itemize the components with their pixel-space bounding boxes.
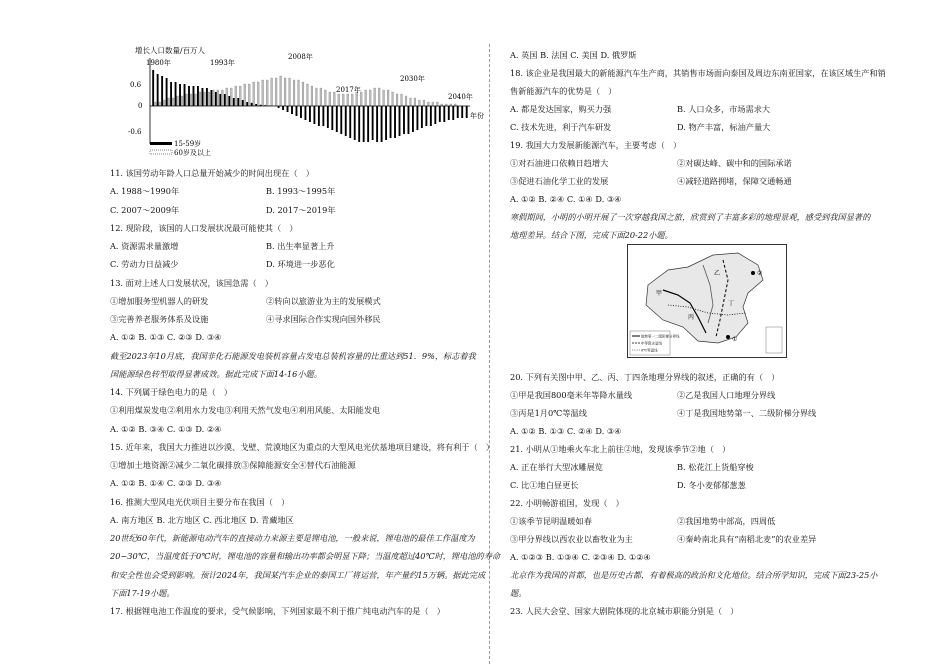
text-line: 20~30℃，当温度低于0℃时，锂电池的容量和输出功率都会明显下降；当温度超过40℃时，锂电池的寿命 xyxy=(110,551,501,562)
bar-15-59 xyxy=(224,94,226,106)
bar-15-59 xyxy=(282,106,284,110)
x-tick-label: 2008年 xyxy=(288,53,313,61)
bar-15-59 xyxy=(340,106,342,134)
text-line: A. ①②③ B. ①③④ C. ②③④ D. ①②④ xyxy=(510,552,651,562)
bar-60-plus xyxy=(275,78,277,106)
population-change-chart xyxy=(110,44,495,164)
text-line: 题。 xyxy=(510,588,527,598)
bar-15-59 xyxy=(412,106,414,132)
bar-15-59 xyxy=(206,88,208,106)
bar-60-plus xyxy=(289,78,291,106)
text-line-option: B. 1993～1995年 xyxy=(266,186,336,197)
map-label-yi: 乙 xyxy=(714,270,721,277)
bar-15-59 xyxy=(157,74,159,106)
bar-15-59 xyxy=(466,106,468,118)
bar-15-59 xyxy=(291,106,293,114)
text-line-option: ②转向以旅游业为主的发展模式 xyxy=(266,295,381,306)
bar-15-59 xyxy=(322,106,324,126)
bar-15-59 xyxy=(434,106,436,124)
bar-60-plus xyxy=(383,90,385,106)
bar-60-plus xyxy=(293,80,295,106)
bar-60-plus xyxy=(298,80,300,106)
bar-15-59 xyxy=(305,106,307,120)
legend-label: 60岁及以上 xyxy=(174,149,211,157)
text-line: 北京作为我国的首都，也是历史古都，有着极高的政治和文化地位。结合所学知识，完成下面23-25小 xyxy=(510,570,878,580)
bar-60-plus xyxy=(392,92,394,106)
bar-15-59 xyxy=(439,106,441,122)
bar-15-59 xyxy=(201,88,203,106)
map-legend-label: 年等降水量线 xyxy=(641,341,662,346)
bar-15-59 xyxy=(399,106,401,136)
bar-60-plus xyxy=(177,96,179,106)
bar-15-59 xyxy=(193,86,195,106)
bar-60-plus xyxy=(235,86,237,106)
text-line: 国能源绿色转型取得显著成效。据此完成下面14-16小题。 xyxy=(110,368,322,379)
text-line: 售新能源汽车的优势是（ ） xyxy=(510,86,617,96)
location-dot-1 xyxy=(726,335,730,339)
map-label-1: ① xyxy=(732,336,738,343)
text-line: 19. 我国大力发展新能源汽车，主要考虑（ ） xyxy=(510,140,682,150)
bar-15-59 xyxy=(461,106,463,118)
bar-60-plus xyxy=(315,88,317,106)
bar-15-59 xyxy=(237,98,239,106)
text-line: A. ①② B. ③④ C. ①③ D. ②④ xyxy=(110,423,222,434)
bar-60-plus xyxy=(217,90,219,106)
bar-60-plus xyxy=(351,94,353,106)
legend-swatch-60-plus xyxy=(150,150,172,154)
bar-60-plus xyxy=(329,92,331,106)
text-line-option: ②乙是我国人口地理分界线 xyxy=(677,390,776,400)
bar-15-59 xyxy=(287,106,289,112)
bar-15-59 xyxy=(246,102,248,106)
bar-60-plus xyxy=(432,102,434,106)
bar-60-plus xyxy=(436,102,438,106)
text-line-option: ④减轻道路拥堵，保障交通畅通 xyxy=(677,176,792,186)
bar-15-59 xyxy=(179,84,181,106)
bar-15-59 xyxy=(170,82,172,106)
china-map xyxy=(628,245,786,357)
bar-15-59 xyxy=(457,106,459,118)
bar-60-plus xyxy=(284,78,286,106)
bar-60-plus xyxy=(401,94,403,106)
text-line: 20世纪60年代，新能源电动汽车的直接动力来源主要是锂电池，一般来说，锂电池的最佳工作温度为 xyxy=(110,533,475,543)
south-china-sea-inset xyxy=(766,327,782,353)
bar-15-59 xyxy=(403,106,405,134)
map-label-ding: 丁 xyxy=(728,300,735,307)
bar-60-plus xyxy=(190,94,192,106)
bar-15-59 xyxy=(349,106,351,138)
bar-15-59 xyxy=(363,106,365,142)
bar-15-59 xyxy=(228,96,230,106)
text-line: ③甲分界线以西农业以畜牧业为主 xyxy=(510,534,633,544)
map-label-bing: 丙 xyxy=(688,314,695,321)
bar-60-plus xyxy=(396,94,398,106)
bar-60-plus xyxy=(307,84,309,106)
legend-label: 15-59岁 xyxy=(174,140,202,148)
text-line: 12. 现阶段，该国的人口发展状况最可能使其（ ） xyxy=(110,222,298,233)
x-tick-label: 1993年 xyxy=(210,59,235,67)
bar-60-plus xyxy=(195,94,197,106)
legend-swatch-15-59 xyxy=(150,142,172,145)
bar-15-59 xyxy=(443,106,445,122)
bar-15-59 xyxy=(161,76,163,106)
bar-60-plus xyxy=(374,88,376,106)
bar-60-plus xyxy=(423,100,425,106)
text-line: C. 劳动力日益减少 xyxy=(110,259,179,270)
bar-15-59 xyxy=(251,103,253,106)
map-legend-label: 地势第一二级阶梯分界线 xyxy=(641,334,680,339)
bar-15-59 xyxy=(166,78,168,106)
bar-15-59 xyxy=(313,106,315,124)
bar-15-59 xyxy=(421,106,423,128)
bar-15-59 xyxy=(300,106,302,118)
bar-15-59 xyxy=(425,106,427,126)
bar-60-plus xyxy=(356,92,358,106)
bar-60-plus xyxy=(248,84,250,106)
text-line: A. 正在举行大型冰雕展览 xyxy=(510,462,603,472)
text-line-option: D. 物产丰富，标油产量大 xyxy=(677,122,771,132)
bar-15-59 xyxy=(327,106,329,128)
text-line: ①增加土地资源②减少二氧化碳排放③保障能源安全④替代石油能源 xyxy=(110,460,356,470)
map-legend-label: 0℃等温线 xyxy=(641,348,658,353)
bar-60-plus xyxy=(163,100,165,106)
bar-60-plus xyxy=(360,92,362,106)
text-line: 寒假期间，小明的小明开展了一次穿越我国之旅，欣赏到了丰富多彩的地理景观，感受到我国显著的 xyxy=(510,212,871,222)
text-line-option: B. 出生率显著上升 xyxy=(266,241,335,251)
text-line-option: ④秦岭南北具有“南稻北麦”的农业差异 xyxy=(677,534,817,544)
text-line: A. 资源需求量激增 xyxy=(110,241,179,251)
bar-15-59 xyxy=(188,86,190,106)
bar-15-59 xyxy=(452,106,454,120)
bar-15-59 xyxy=(233,98,235,106)
text-line: A. ①② B. ①③ C. ②③ D. ③④ xyxy=(110,332,222,343)
bar-15-59 xyxy=(385,106,387,140)
text-line: 和安全性也会受到影响。预计2024年，我国某汽车企业的泰国工厂将运营，年产量约15万辆。据此完成 xyxy=(110,569,486,580)
bar-60-plus xyxy=(378,88,380,106)
bar-15-59 xyxy=(367,106,369,142)
text-line: A. ①② B. ①③ C. ②④ D. ③④ xyxy=(510,426,622,436)
text-line: 18. 该企业是我国最大的新能源汽车生产商，其销售市场面向泰国及周边东南亚国家，在该区域生产和销 xyxy=(510,68,886,78)
text-line-option: ②对碳达峰、碳中和的国际承诺 xyxy=(677,158,792,168)
text-line: 13. 面对上述人口发展状况，该国急需（ ） xyxy=(110,277,273,288)
bar-60-plus xyxy=(405,96,407,106)
text-line: 22. 小明畅游祖国，发现（ ） xyxy=(510,498,624,508)
bar-15-59 xyxy=(318,106,320,126)
x-tick-label: 2030年 xyxy=(400,75,425,83)
chart-title: 增长人口数量/百万人 xyxy=(135,46,206,55)
bar-15-59 xyxy=(372,106,374,140)
text-line-option: ④丁是我国地势第一、二级阶梯分界线 xyxy=(677,408,817,418)
text-line: A. 南方地区 B. 北方地区 C. 西北地区 D. 青藏地区 xyxy=(110,514,294,525)
bar-60-plus xyxy=(410,98,412,106)
text-line: ①利用煤炭发电②利用水力发电③利用天然气发电④利用风能、太阳能发电 xyxy=(110,405,381,416)
bar-15-59 xyxy=(354,106,356,140)
text-line: 15. 近年来，我国大力推进以沙漠、戈壁、荒漠地区为重点的大型风电光伏基地项目建设，将有利于（ ） xyxy=(110,441,495,452)
bar-60-plus xyxy=(253,82,255,106)
text-line: 11. 该国劳动年龄人口总量开始减少的时间出现在（ ） xyxy=(110,168,314,178)
bar-60-plus xyxy=(347,94,349,106)
text-line: 14. 下列属于绿色电力的是（ ） xyxy=(110,387,233,397)
text-line-option: D. 环境进一步恶化 xyxy=(266,259,335,270)
bar-15-59 xyxy=(358,106,360,142)
text-line: C. 技术先进，利于汽车研发 xyxy=(510,122,612,132)
text-line-option: B. 人口众多，市场需求大 xyxy=(677,104,771,114)
location-dot-2 xyxy=(751,271,755,275)
bar-15-59 xyxy=(309,106,311,122)
x-axis-label: 年份 xyxy=(470,112,484,120)
bar-60-plus xyxy=(280,76,282,106)
bar-15-59 xyxy=(175,82,177,106)
bar-15-59 xyxy=(345,106,347,136)
bar-60-plus xyxy=(266,80,268,106)
bar-60-plus xyxy=(338,94,340,106)
bar-60-plus xyxy=(230,88,232,106)
bar-15-59 xyxy=(416,106,418,130)
text-line: 20. 下列有关图中甲、乙、丙、丁四条地理分界线的叙述，正确的有（ ） xyxy=(510,372,780,382)
bar-60-plus xyxy=(221,90,223,106)
text-line: A. 英国 B. 法国 C. 美国 D. 俄罗斯 xyxy=(510,50,637,60)
bar-15-59 xyxy=(331,106,333,130)
x-tick-label: 2040年 xyxy=(448,93,473,101)
x-tick-label: 1980年 xyxy=(146,59,171,67)
bar-60-plus xyxy=(159,102,161,106)
bar-60-plus xyxy=(302,82,304,106)
bar-15-59 xyxy=(242,100,244,106)
text-line: A. ①② B. ②④ C. ①④ D. ③④ xyxy=(510,194,622,204)
bar-15-59 xyxy=(219,94,221,106)
bar-60-plus xyxy=(226,88,228,106)
bar-15-59 xyxy=(184,84,186,106)
y-tick-label: 0.6 xyxy=(130,81,142,89)
text-line-option: ②我国地势中部高，四周低 xyxy=(677,516,776,526)
bar-60-plus xyxy=(271,78,273,106)
text-line: 17. 根据锂电池工作温度的要求，受气候影响，下列国家最不利于推广纯电动汽车的是（ ） xyxy=(110,606,445,616)
bar-60-plus xyxy=(181,96,183,106)
text-line: ③丙是1月0℃等温线 xyxy=(510,408,587,418)
bar-60-plus xyxy=(365,90,367,106)
map-label-2: ② xyxy=(757,270,763,277)
bar-15-59 xyxy=(215,92,217,106)
y-tick-label: -0.6 xyxy=(128,128,142,136)
bar-60-plus xyxy=(186,94,188,106)
text-line: 下面17-19小题。 xyxy=(110,587,175,598)
text-line: ③促进石油化学工业的发展 xyxy=(510,176,609,186)
text-line: ①对石油进口依赖日趋增大 xyxy=(510,158,609,168)
bar-15-59 xyxy=(296,106,298,116)
bar-60-plus xyxy=(333,92,335,106)
bar-60-plus xyxy=(342,94,344,106)
bar-60-plus xyxy=(320,88,322,106)
bar-60-plus xyxy=(199,92,201,106)
text-line: 23. 人民大会堂、国家大剧院体现的北京城市职能分别是（ ） xyxy=(510,606,739,616)
bar-60-plus xyxy=(168,98,170,106)
bar-60-plus xyxy=(204,92,206,106)
text-line: 21. 小明从①地乘火车北上前往②地，发现该季节②地（ ） xyxy=(510,444,731,454)
text-line: C. 2007～2009年 xyxy=(110,204,180,215)
bar-60-plus xyxy=(311,86,313,106)
bar-15-59 xyxy=(408,106,410,134)
text-line: ①甲是我国800毫米年等降水量线 xyxy=(510,390,633,400)
bar-60-plus xyxy=(418,100,420,106)
text-line: 截至2023年10月底，我国非化石能源发电装机容量占发电总装机容量的比重达到51．9%，标志着我 xyxy=(110,350,476,361)
text-line: ③完善养老服务体系及设施 xyxy=(110,314,209,324)
bar-60-plus xyxy=(257,82,259,106)
bar-60-plus xyxy=(239,86,241,106)
text-line-option: ④寻求国际合作实现向国外移民 xyxy=(266,314,381,324)
text-line: C. 比①地白昼更长 xyxy=(510,480,579,490)
bar-60-plus xyxy=(244,84,246,106)
bar-60-plus xyxy=(387,90,389,106)
bar-15-59 xyxy=(210,90,212,106)
bar-60-plus xyxy=(154,102,156,106)
bar-15-59 xyxy=(390,106,392,138)
bar-60-plus xyxy=(208,92,210,106)
bar-60-plus xyxy=(427,102,429,106)
text-line: A. ①② B. ①④ C. ②③ D. ③④ xyxy=(110,478,222,489)
x-tick-label: 2017年 xyxy=(336,86,361,94)
bar-60-plus xyxy=(212,90,214,106)
bar-60-plus xyxy=(369,90,371,106)
text-line: ①增加服务型机器人的研发 xyxy=(110,295,209,306)
text-line: 16. 推测大型风电光伏项目主要分布在我国（ ） xyxy=(110,496,290,507)
bar-15-59 xyxy=(430,106,432,126)
bar-15-59 xyxy=(197,86,199,106)
bar-60-plus xyxy=(262,80,264,106)
y-tick-label: 0 xyxy=(138,102,143,110)
text-line: ①该季节昆明温暖如春 xyxy=(510,516,592,526)
bar-15-59 xyxy=(448,106,450,120)
bar-60-plus xyxy=(324,90,326,106)
bar-15-59 xyxy=(152,70,154,106)
text-line-option: B. 松花江上货船穿梭 xyxy=(677,462,754,472)
bar-60-plus xyxy=(414,98,416,106)
bar-60-plus xyxy=(172,98,174,106)
map-label-jia: 甲 xyxy=(656,290,663,297)
bar-15-59 xyxy=(381,106,383,142)
bar-15-59 xyxy=(336,106,338,132)
text-line-option: D. 2017～2019年 xyxy=(266,204,336,215)
text-line-option: D. 冬小麦郁郁葱葱 xyxy=(677,480,746,490)
bar-15-59 xyxy=(376,106,378,142)
china-map-figure xyxy=(627,244,787,358)
bar-15-59 xyxy=(394,106,396,138)
text-line: A. 都是发达国家，购买力强 xyxy=(510,104,612,114)
text-line: A. 1988～1990年 xyxy=(110,186,180,197)
text-line: 地理差异。结合下图，完成下面20-22小题。 xyxy=(510,230,673,240)
